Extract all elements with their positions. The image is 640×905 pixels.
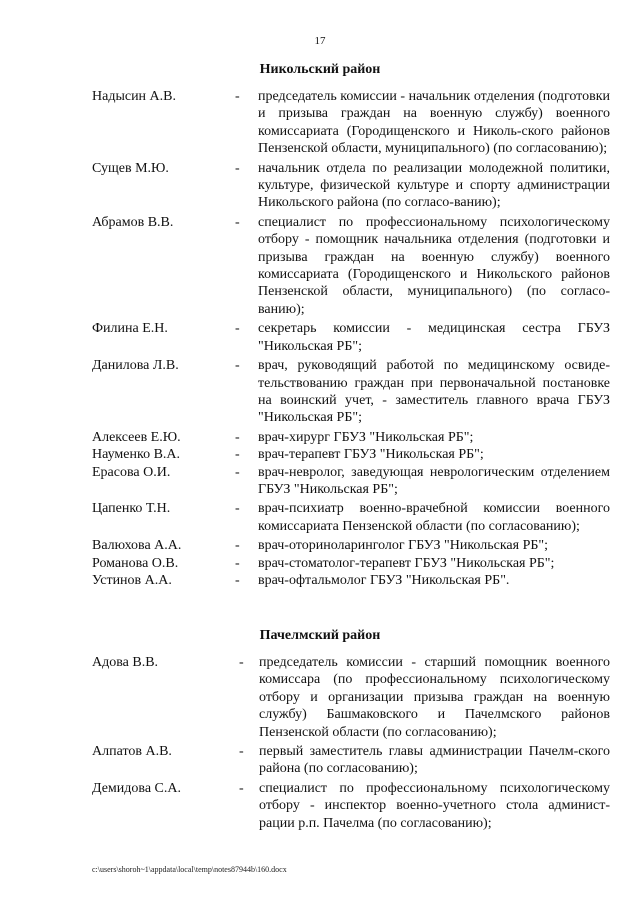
member-row <box>92 464 610 499</box>
member-role: врач, руководящий работой по медицинскому освиде-тельствованию граждан при первоначальной постановке на воинский учет, - заместитель главного врача ГБУЗ "Никольская РБ"; <box>258 358 610 426</box>
member-name: Демидова С.А. <box>92 780 181 796</box>
member-row <box>92 537 610 554</box>
member-role: врач-терапевт ГБУЗ "Никольская РБ"; <box>258 447 484 463</box>
member-row <box>92 555 610 572</box>
member-dash: - <box>235 555 240 571</box>
member-name: Ерасова О.И. <box>92 464 171 480</box>
member-dash: - <box>235 572 240 588</box>
member-list-nikolsky <box>92 88 610 589</box>
member-name: Цапенко Т.Н. <box>92 501 171 517</box>
member-role: врач-офтальмолог ГБУЗ "Никольская РБ". <box>258 572 510 588</box>
member-role: врач-психиатр военно-врачебной комиссии военного комиссариата Пензенской области (по согласованию); <box>258 501 610 534</box>
member-name: Устинов А.А. <box>92 572 172 588</box>
member-role: специалист по профессиональному психологическому отбору - инспектор военно-учетного стола админист-рации р.п. Пачелма (по согласованию); <box>259 780 610 831</box>
member-name: Алпатов А.В. <box>92 744 172 760</box>
member-row <box>92 357 610 427</box>
member-role: секретарь комиссии - медицинская сестра ГБУЗ "Никольская РБ"; <box>258 321 610 354</box>
member-row <box>92 654 610 741</box>
member-role: врач-хирург ГБУЗ "Никольская РБ"; <box>258 429 474 445</box>
member-role: первый заместитель главы администрации Пачелм-ского района (по согласованию); <box>259 744 610 777</box>
member-row <box>92 500 610 535</box>
member-role: председатель комиссии - старший помощник военного комиссара (по профессиональному психологическому отбору и организации призыва граждан на военную службу) Башмаковского и Пачелмского районов Пензенской области (по согласованию); <box>259 655 610 740</box>
member-dash: - <box>239 655 244 670</box>
member-row <box>92 446 610 463</box>
member-dash: - <box>235 501 240 517</box>
member-dash: - <box>235 447 240 463</box>
member-row <box>92 743 610 778</box>
member-role: специалист по профессиональному психологическому отбору - помощник начальника отделения (подготовки и призыва граждан на военную службу) военного комиссариата (Городищенского и Никольского районов Пензенской области, муниципального) (по согласо-ванию); <box>258 214 610 317</box>
member-row <box>92 88 610 158</box>
member-name: Филина Е.Н. <box>92 321 168 337</box>
member-row <box>92 160 610 212</box>
member-dash: - <box>235 538 240 554</box>
member-name: Науменко В.А. <box>92 447 181 463</box>
member-name: Сущев М.Ю. <box>92 160 169 176</box>
member-dash: - <box>235 214 240 230</box>
member-dash: - <box>239 744 244 760</box>
member-row <box>92 572 610 589</box>
member-name: Алексеев Е.Ю. <box>92 429 181 445</box>
section-title-nikolsky: Никольский район <box>259 62 381 77</box>
member-name: Надысин А.В. <box>92 89 176 104</box>
member-dash: - <box>235 89 240 104</box>
member-dash: - <box>235 429 240 445</box>
member-name: Данилова Л.В. <box>92 358 179 374</box>
member-name: Абрамов В.В. <box>92 214 174 230</box>
section-title-pachelmsky: Пачелмский район <box>259 628 381 643</box>
member-dash: - <box>235 464 240 480</box>
member-row <box>92 214 610 318</box>
file-path-footer: c:\users\shoroh~1\appdata\local\temp\notes87944b\160.docx <box>92 865 287 874</box>
member-dash: - <box>235 160 240 176</box>
member-role: начальник отдела по реализации молодежной политики, культуре, физической культуре и спорту администрации Никольского района (по согласо-ванию); <box>258 160 610 211</box>
member-role: врач-оториноларинголог ГБУЗ "Никольская РБ"; <box>258 538 549 554</box>
member-role: врач-стоматолог-терапевт ГБУЗ "Никольская РБ"; <box>258 555 555 571</box>
member-role: председатель комиссии - начальник отделения (подготовки и призыва граждан на военную службу) военного комиссариата (Городищенского и Николь-ского районов Пензенской области, муниципального) (по согласованию); <box>258 89 610 157</box>
member-row <box>92 429 610 446</box>
member-name: Адова В.В. <box>92 655 159 670</box>
member-dash: - <box>235 358 240 374</box>
member-role: врач-невролог, заведующая неврологическим отделением ГБУЗ "Никольская РБ"; <box>258 464 610 497</box>
member-row <box>92 780 610 832</box>
page-number: 17 <box>314 35 326 47</box>
member-row <box>92 320 610 355</box>
member-dash: - <box>239 780 244 796</box>
member-name: Валюхова А.А. <box>92 538 182 554</box>
member-list-pachelmsky <box>92 654 610 832</box>
member-dash: - <box>235 321 240 337</box>
member-name: Романова О.В. <box>92 555 179 571</box>
